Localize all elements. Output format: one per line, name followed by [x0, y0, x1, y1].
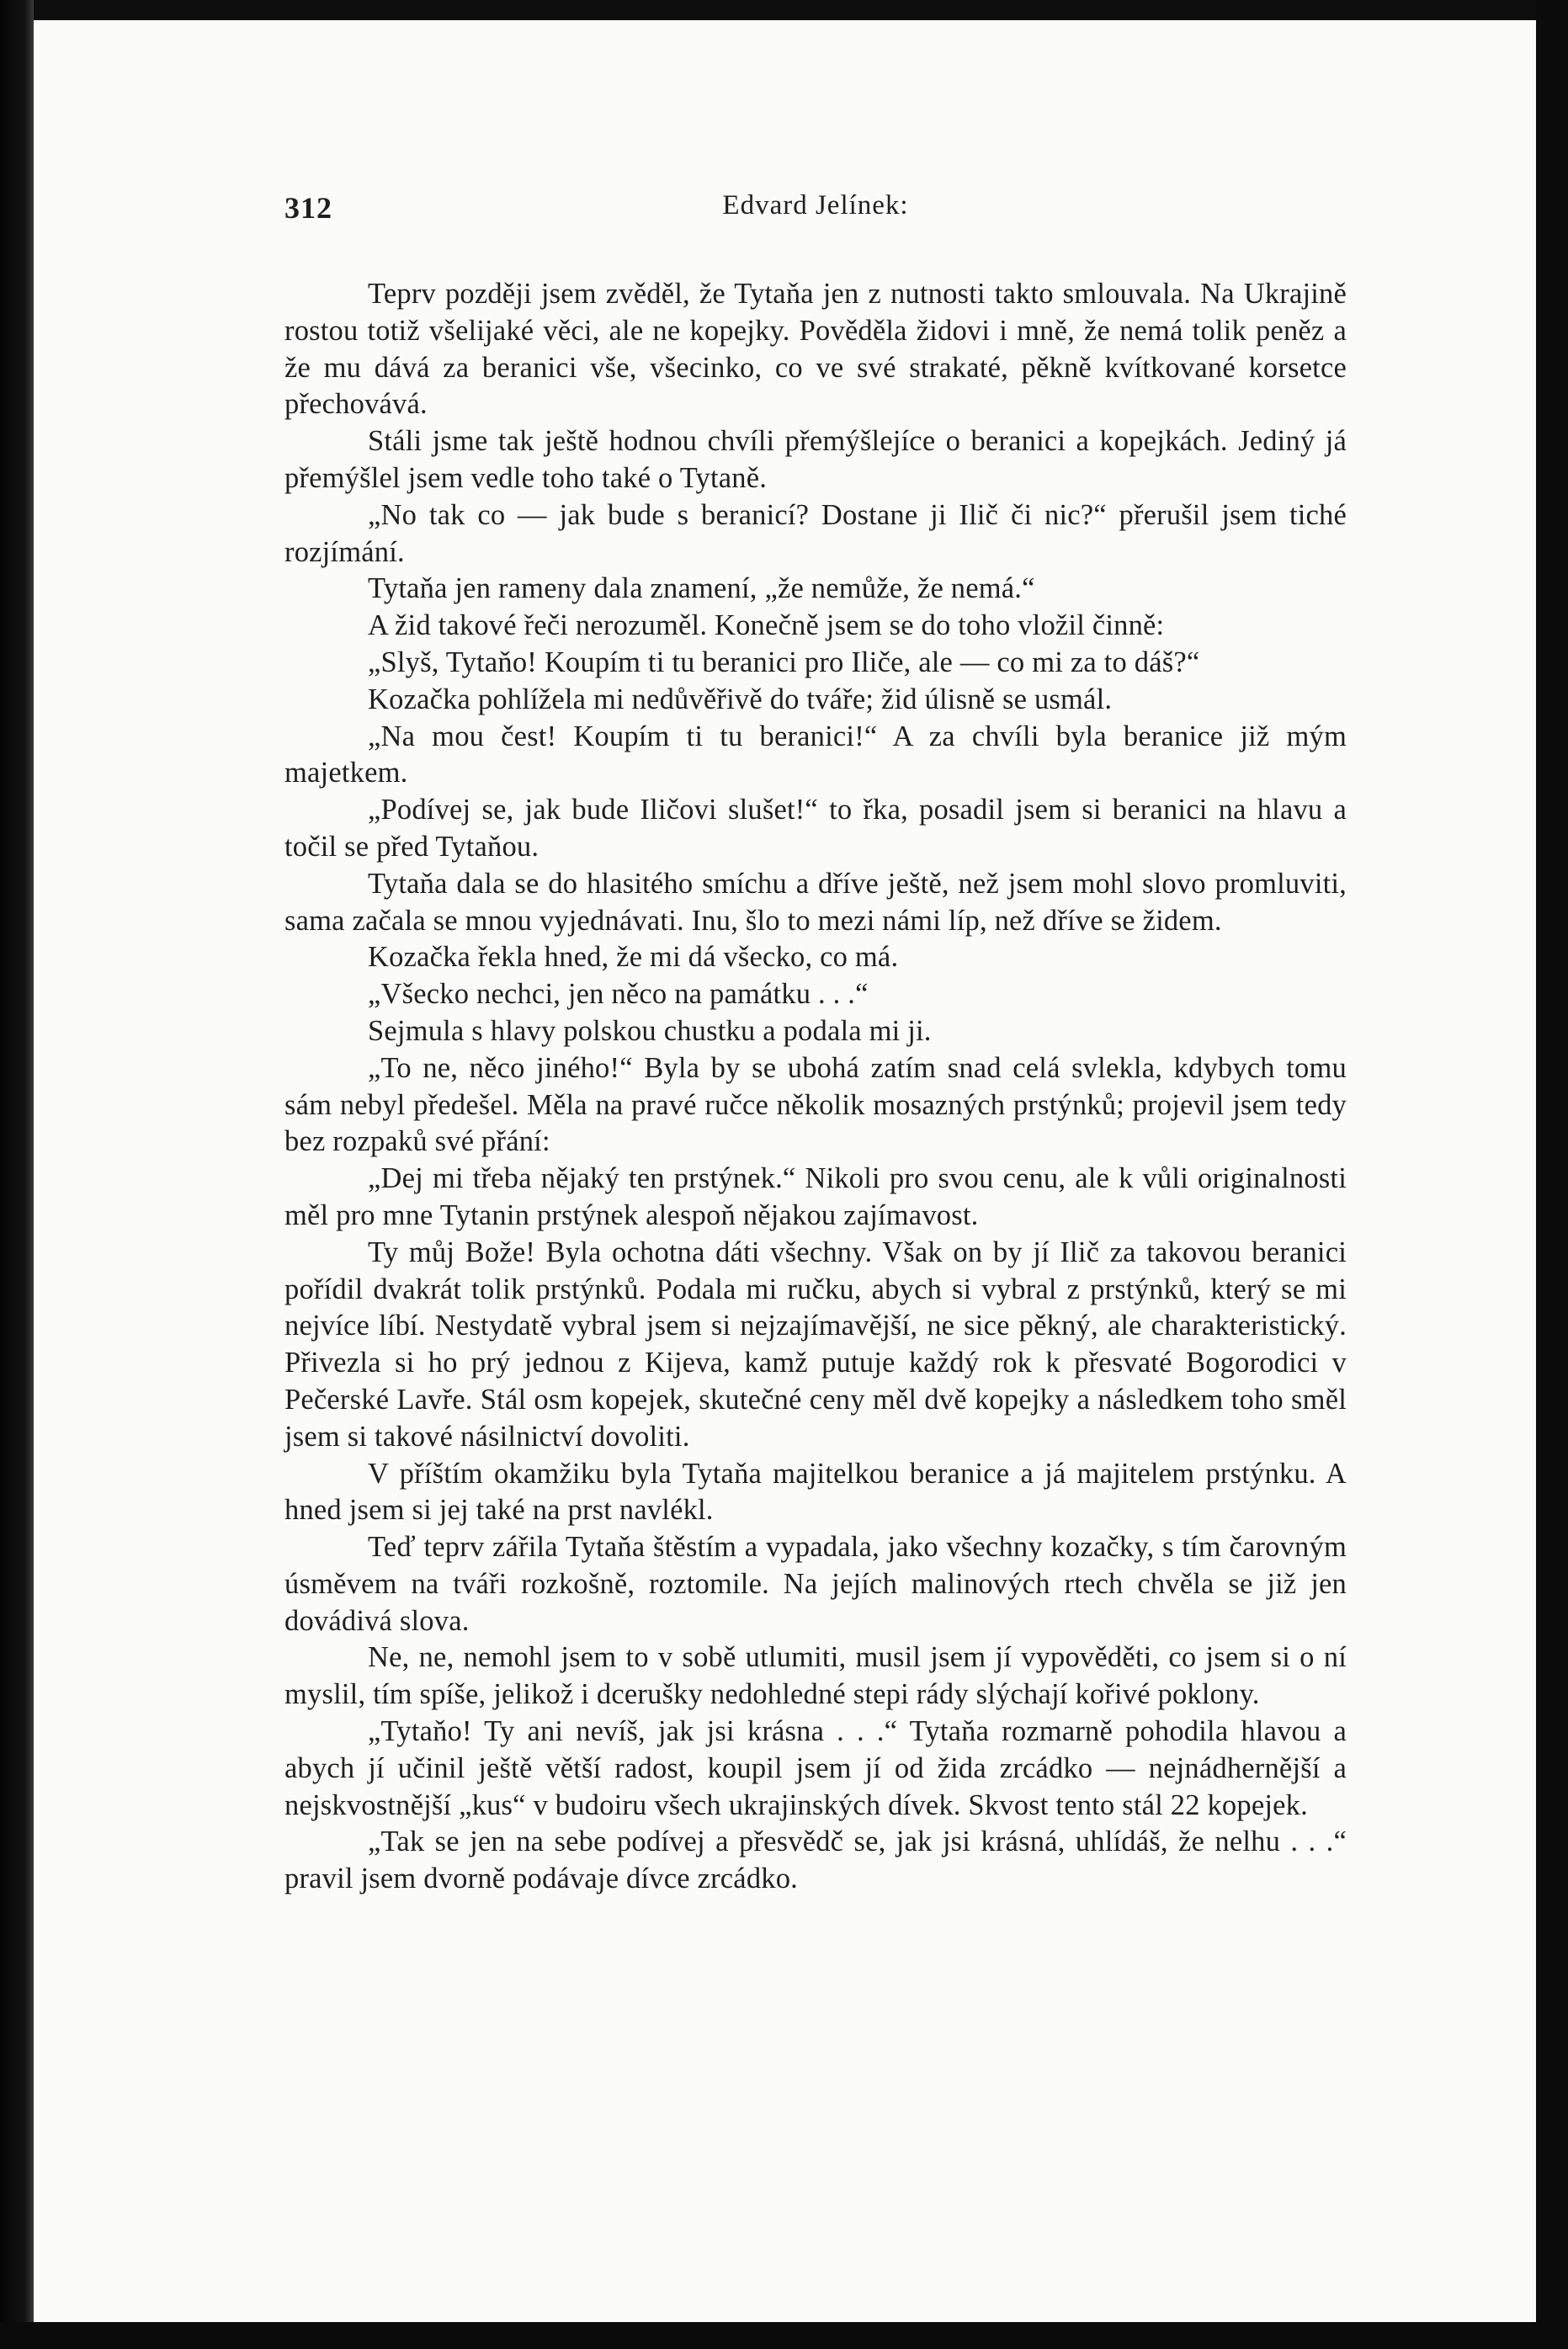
- paragraph: Ty můj Bože! Byla ochotna dáti všechny. Však on by jí Ilič za takovou beranici pořídil dvakrát tolik prstýnků. Podala mi ručku, abych si vybral z prstýnků, který se mi nejvíce líbí. Nestydatě vybral jsem si nejzajímavější, ne sice pěkný, ale charakteristický. Přivezla si ho prý jednou z Kijeva, kamž putuje každý rok k přesvaté Bogorodici v Pečerské Lavře. Stál osm kopejek, skutečné ceny měl dvě kopejky a následkem toho směl jsem si takové násilnictví dovoliti.: [284, 1236, 1347, 1453]
- paragraph: Stáli jsme tak ještě hodnou chvíli přemýšlejíce o beranici a kopejkách. Jediný já přemýšlel jsem vedle toho také o Tytaně.: [284, 425, 1347, 494]
- paragraph: Kozačka řekla hned, že mi dá všecko, co má.: [368, 941, 899, 974]
- paragraph: Teď teprv zářila Tytaňa štěstím a vypadala, jako všechny kozačky, s tím čarovným úsměvem na tváři rozkošně, roztomile. Na jejích malinových rtech chvěla se již jen dovádivá slova.: [284, 1531, 1347, 1637]
- scan-border-right: [1536, 0, 1568, 2349]
- running-head: [284, 190, 1347, 241]
- scan-border-left: [0, 0, 34, 2349]
- running-head-author: Edvard Jelínek:: [722, 190, 909, 221]
- paragraph: Ne, ne, nemohl jsem to v sobě utlumiti, musil jsem jí vypověděti, co jsem si o ní myslil, tím spíše, jelikož i dcerušky nedohledné stepi rády slýchají kořivé poklony.: [284, 1641, 1347, 1711]
- body-text: [284, 276, 1347, 1898]
- paragraph: Sejmula s hlavy polskou chustku a podala mi ji.: [368, 1014, 932, 1047]
- paragraph: „Všecko nechci, jen něco na památku . . .“: [368, 978, 869, 1011]
- paragraph: „Tak se jen na sebe podívej a přesvědč se, jak jsi krásná, uhlídáš, že nelhu . . .“ pravil jsem dvorně podávaje dívce zrcádko.: [284, 1826, 1347, 1895]
- paragraph: Kozačka pohlížela mi nedůvěřivě do tváře; žid úlisně se usmál.: [368, 683, 1113, 715]
- paragraph: Tytaňa jen rameny dala znamení, „že nemůže, že nemá.“: [368, 572, 1035, 605]
- paragraph: „To ne, něco jiného!“ Byla by se ubohá zatím snad celá svlekla, kdybych tomu sám nebyl předešel. Měla na pravé ručce několik mosazných prstýnků; projevil jsem tedy bez rozpaků své přání:: [284, 1051, 1347, 1158]
- paragraph: Tytaňa dala se do hlasitého smíchu a dříve ještě, než jsem mohl slovo promluviti, sama začala se mnou vyjednávati. Inu, šlo to mezi námi líp, než dříve se židem.: [284, 867, 1347, 937]
- paragraph: „Dej mi třeba nějaký ten prstýnek.“ Nikoli pro svou cenu, ale k vůli originalnosti měl pro mne Tytanin prstýnek alespoň nějakou zajímavost.: [284, 1162, 1347, 1231]
- paragraph: „Tytaňo! Ty ani nevíš, jak jsi krásna . . .“ Tytaňa rozmarně pohodila hlavou a abych jí učinil ještě větší radost, koupil jsem jí od žida zrcádko — nejnádhernější a nejskvostnější „kus“ v budoiru všech ukrajinských dívek. Skvost tento stál 22 kopejek.: [284, 1715, 1347, 1821]
- paragraph: V příštím okamžiku byla Tytaňa majitelkou beranice a já majitelem prstýnku. A hned jsem si jej také na prst navlékl.: [284, 1457, 1347, 1527]
- paragraph: „No tak co — jak bude s beranicí? Dostane ji Ilič či nic?“ přerušil jsem tiché rozjímání.: [284, 498, 1347, 568]
- paragraph: „Na mou čest! Koupím ti tu beranici!“ A za chvíli byla beranice již mým majetkem.: [284, 720, 1347, 789]
- page-number: 312: [284, 191, 332, 225]
- scan-border-top: [0, 0, 1568, 20]
- paragraph: „Slyš, Tytaňo! Koupím ti tu beranici pro Iliče, ale — co mi za to dáš?“: [368, 646, 1200, 678]
- paragraph: „Podívej se, jak bude Iličovi slušet!“ to řka, posadil jsem si beranici na hlavu a točil se před Tytaňou.: [284, 794, 1347, 863]
- paragraph: A žid takové řeči nerozuměl. Konečně jsem se do toho vložil činně:: [368, 609, 1165, 642]
- scan-border-bottom: [0, 2322, 1568, 2349]
- paragraph: Teprv později jsem zvěděl, že Tytaňa jen z nutnosti takto smlouvala. Na Ukrajině rostou totiž všelijaké věci, ale ne kopejky. Pověděla židovi i mně, že nemá tolik peněz a že mu dává za beranici vše, všecinko, co ve své strakaté, pěkně kvítkované korsetce přechovává.: [284, 278, 1347, 421]
